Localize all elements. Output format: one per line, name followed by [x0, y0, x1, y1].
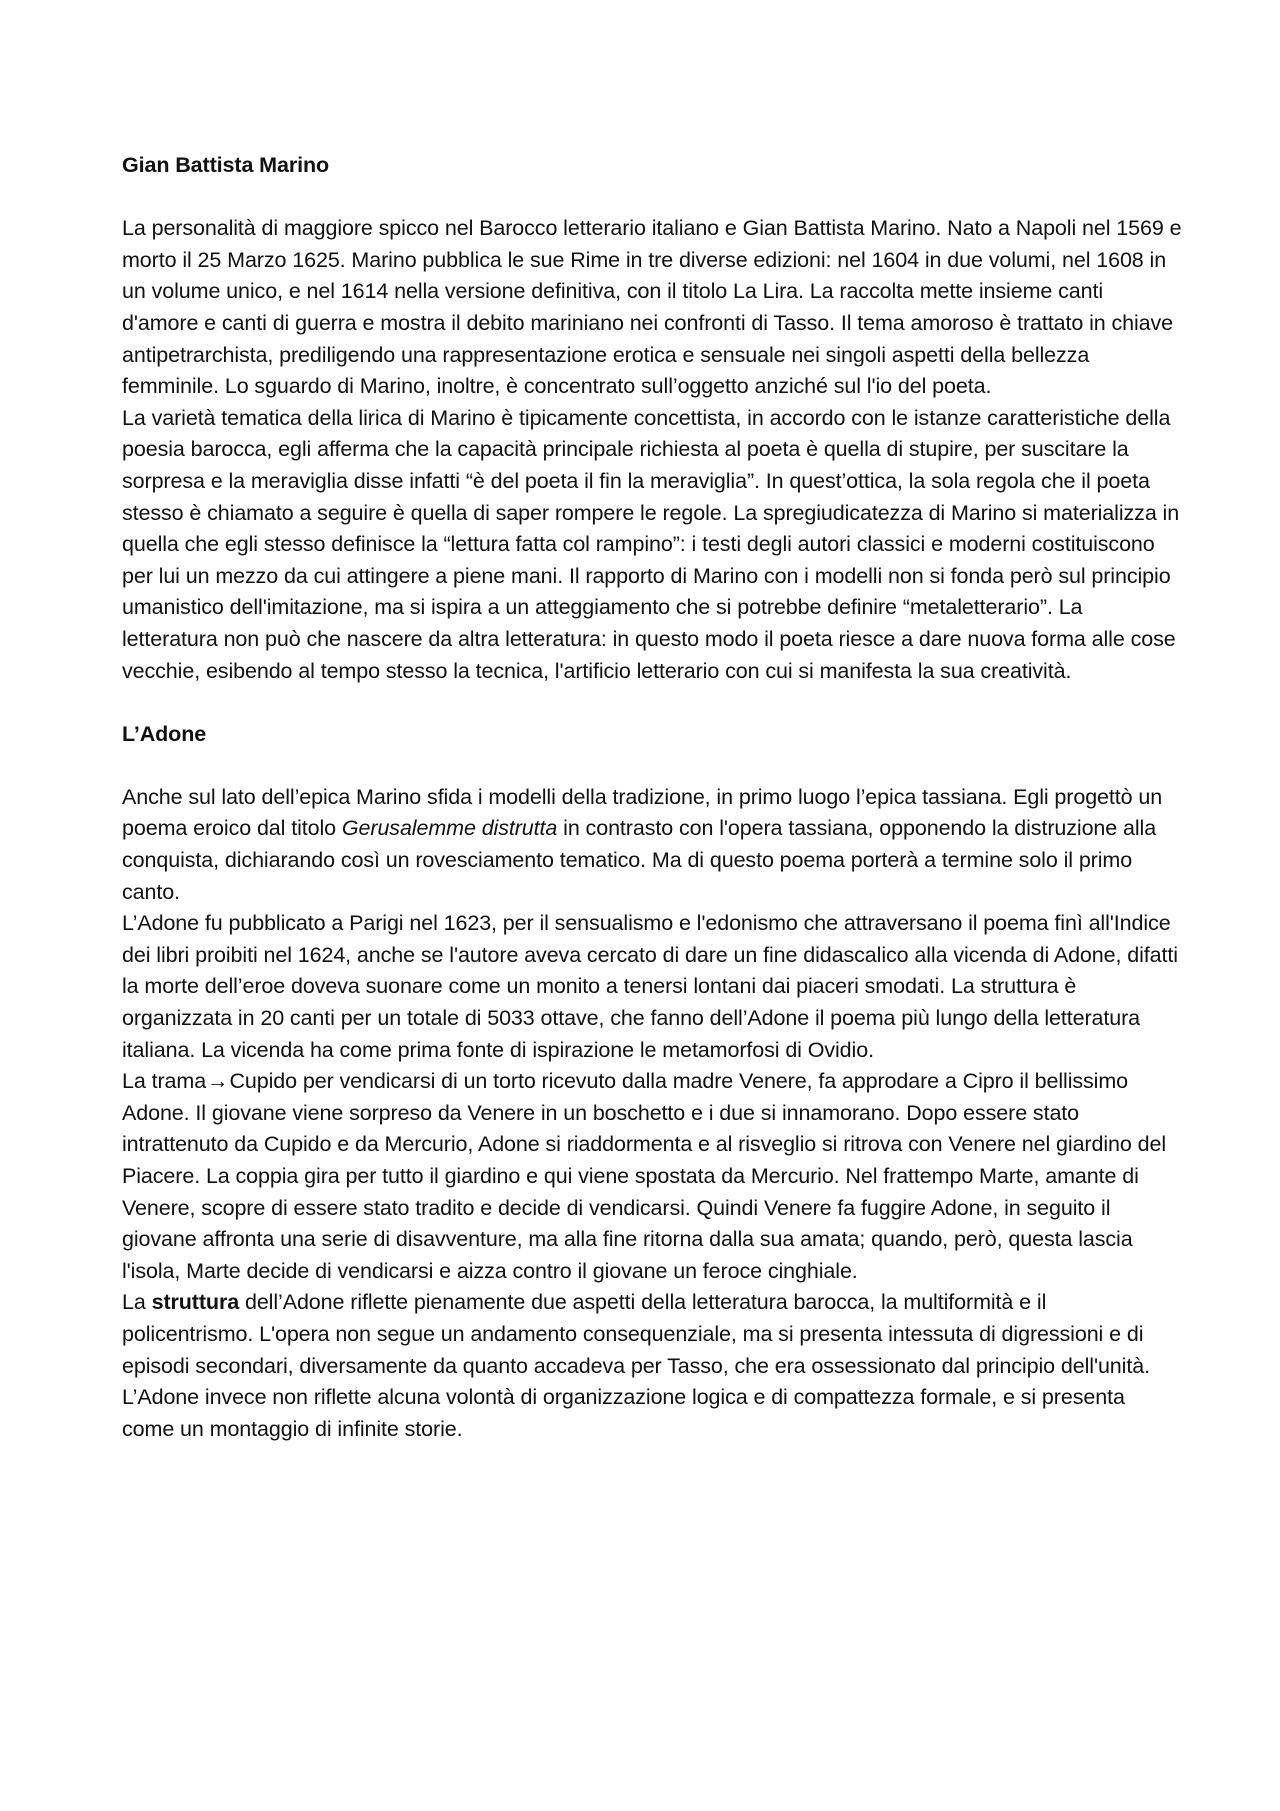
paragraph-adone-pubblicazione: L’Adone fu pubblicato a Parigi nel 1623, per il sensualismo e l'edonismo che attraversano il poema finì all'Indice dei libri proibiti nel 1624, anche se l'autore aveva cercato di dare un fine didascalico alla vicenda di Adone, difatti la morte dell’eroe doveva suonare come un monito a tenersi lontani dai piaceri smodati. La struttura è organizzata in 20 canti per un totale di 5033 ottave, che fanno dell’Adone il poema più lungo della letteratura italiana. La vicenda ha come prima fonte di ispirazione le metamorfosi di Ovidio.	[122, 911, 1178, 1062]
spacer	[122, 182, 1182, 214]
text-run: La	[122, 1290, 152, 1315]
italic-title: Gerusalemme distrutta	[341, 816, 558, 841]
arrow-right-icon: →	[207, 1069, 229, 1094]
paragraph-adone-struttura	[122, 1287, 1182, 1445]
paragraph-adone-trama	[122, 1066, 1182, 1287]
bold-term: struttura	[151, 1290, 240, 1315]
spacer	[122, 687, 1182, 719]
text-run: in contrasto con l'opera tassiana, opponendo la distruzione alla conquista, dichiarando così un rovesciamento tematico. Ma di questo poema porterà a termine solo il primo canto.	[122, 816, 1157, 904]
document-page	[122, 150, 1182, 1445]
text-run: Cupido per vendicarsi di un torto ricevuto dalla madre Venere, fa approdare a Cipro il bellissimo Adone. Il giovane viene sorpreso da Venere in un boschetto e i due si innamorano. Dopo essere stato intrattenuto da Cupido e da Mercurio, Adone si riaddormenta e al risveglio si ritrova con Venere nel giardino del Piacere. La coppia gira per tutto il giardino e qui viene spostata da Mercurio. Nel frattempo Marte, amante di Venere, scopre di essere stato tradito e decide di vendicarsi. Quindi Venere fa fuggire Adone, in seguito il giovane affronta una serie di disavventure, ma alla fine ritorna dalla sua amata; quando, però, questa lascia l'isola, Marte decide di vendicarsi e aizza contro il giovane un feroce cinghiale.	[122, 1069, 1167, 1283]
text-run: Anche sul lato dell’epica Marino sfida i modelli della tradizione, in primo luogo l’epica tassiana. Egli progettò un poema eroico dal titolo	[122, 784, 1163, 841]
spacer	[122, 750, 1182, 782]
paragraph-marino-intro: La personalità di maggiore spicco nel Barocco letterario italiano e Gian Battista Marino. Nato a Napoli nel 1569 e morto il 25 Marzo 1625. Marino pubblica le sue Rime in tre diverse edizioni: nel 1604 in due volumi, nel 1608 in un volume unico, e nel 1614 nella versione definitiva, con il titolo La Lira. La raccolta mette insieme canti d'amore e canti di guerra e mostra il debito mariniano nei confronti di Tasso. Il tema amoroso è trattato in chiave antipetrarchista, prediligendo una rappresentazione erotica e sensuale nei singoli aspetti della bellezza femminile. Lo sguardo di Marino, inoltre, è concentrato sull’oggetto anziché sul l'io del poeta.	[122, 216, 1182, 399]
text-run: dell’Adone riflette pienamente due aspetti della letteratura barocca, la multiformità e il policentrismo. L'opera non segue un andamento consequenziale, ma si presenta intessuta di digressioni e di episodi secondari, diversamente da quanto accadeva per Tasso, che era ossessionato dal principio dell'unità. L’Adone invece non riflette alcuna volontà di organizzazione logica e di compattezza formale, e si presenta come un montaggio di infinite storie.	[122, 1290, 1150, 1441]
section-title-adone: L’Adone	[122, 721, 207, 746]
trama-label: La trama	[122, 1069, 207, 1094]
paragraph-adone-epica	[122, 782, 1182, 908]
paragraph-marino-concettismo: La varietà tematica della lirica di Marino è tipicamente concettista, in accordo con le istanze caratteristiche della poesia barocca, egli afferma che la capacità principale richiesta al poeta è quella di stupire, per suscitare la sorpresa e la meraviglia disse infatti “è del poeta il fin la meraviglia”. In quest’ottica, la sola regola che il poeta stesso è chiamato a seguire è quella di saper rompere le regole. La spregiudicatezza di Marino si materializza in quella che egli stesso definisce la “lettura fatta col rampino”: i testi degli autori classici e moderni costituiscono per lui un mezzo da cui attingere a piene mani. Il rapporto di Marino con i modelli non si fonda però sul principio umanistico dell'imitazione, ma si ispira a un atteggiamento che si potrebbe definire “metaletterario”. La letteratura non può che nascere da altra letteratura: in questo modo il poeta riesce a dare nuova forma alle cose vecchie, esibendo al tempo stesso la tecnica, l'artificio letterario con cui si manifesta la sua creatività.	[122, 405, 1180, 683]
section-title-marino: Gian Battista Marino	[122, 153, 330, 177]
